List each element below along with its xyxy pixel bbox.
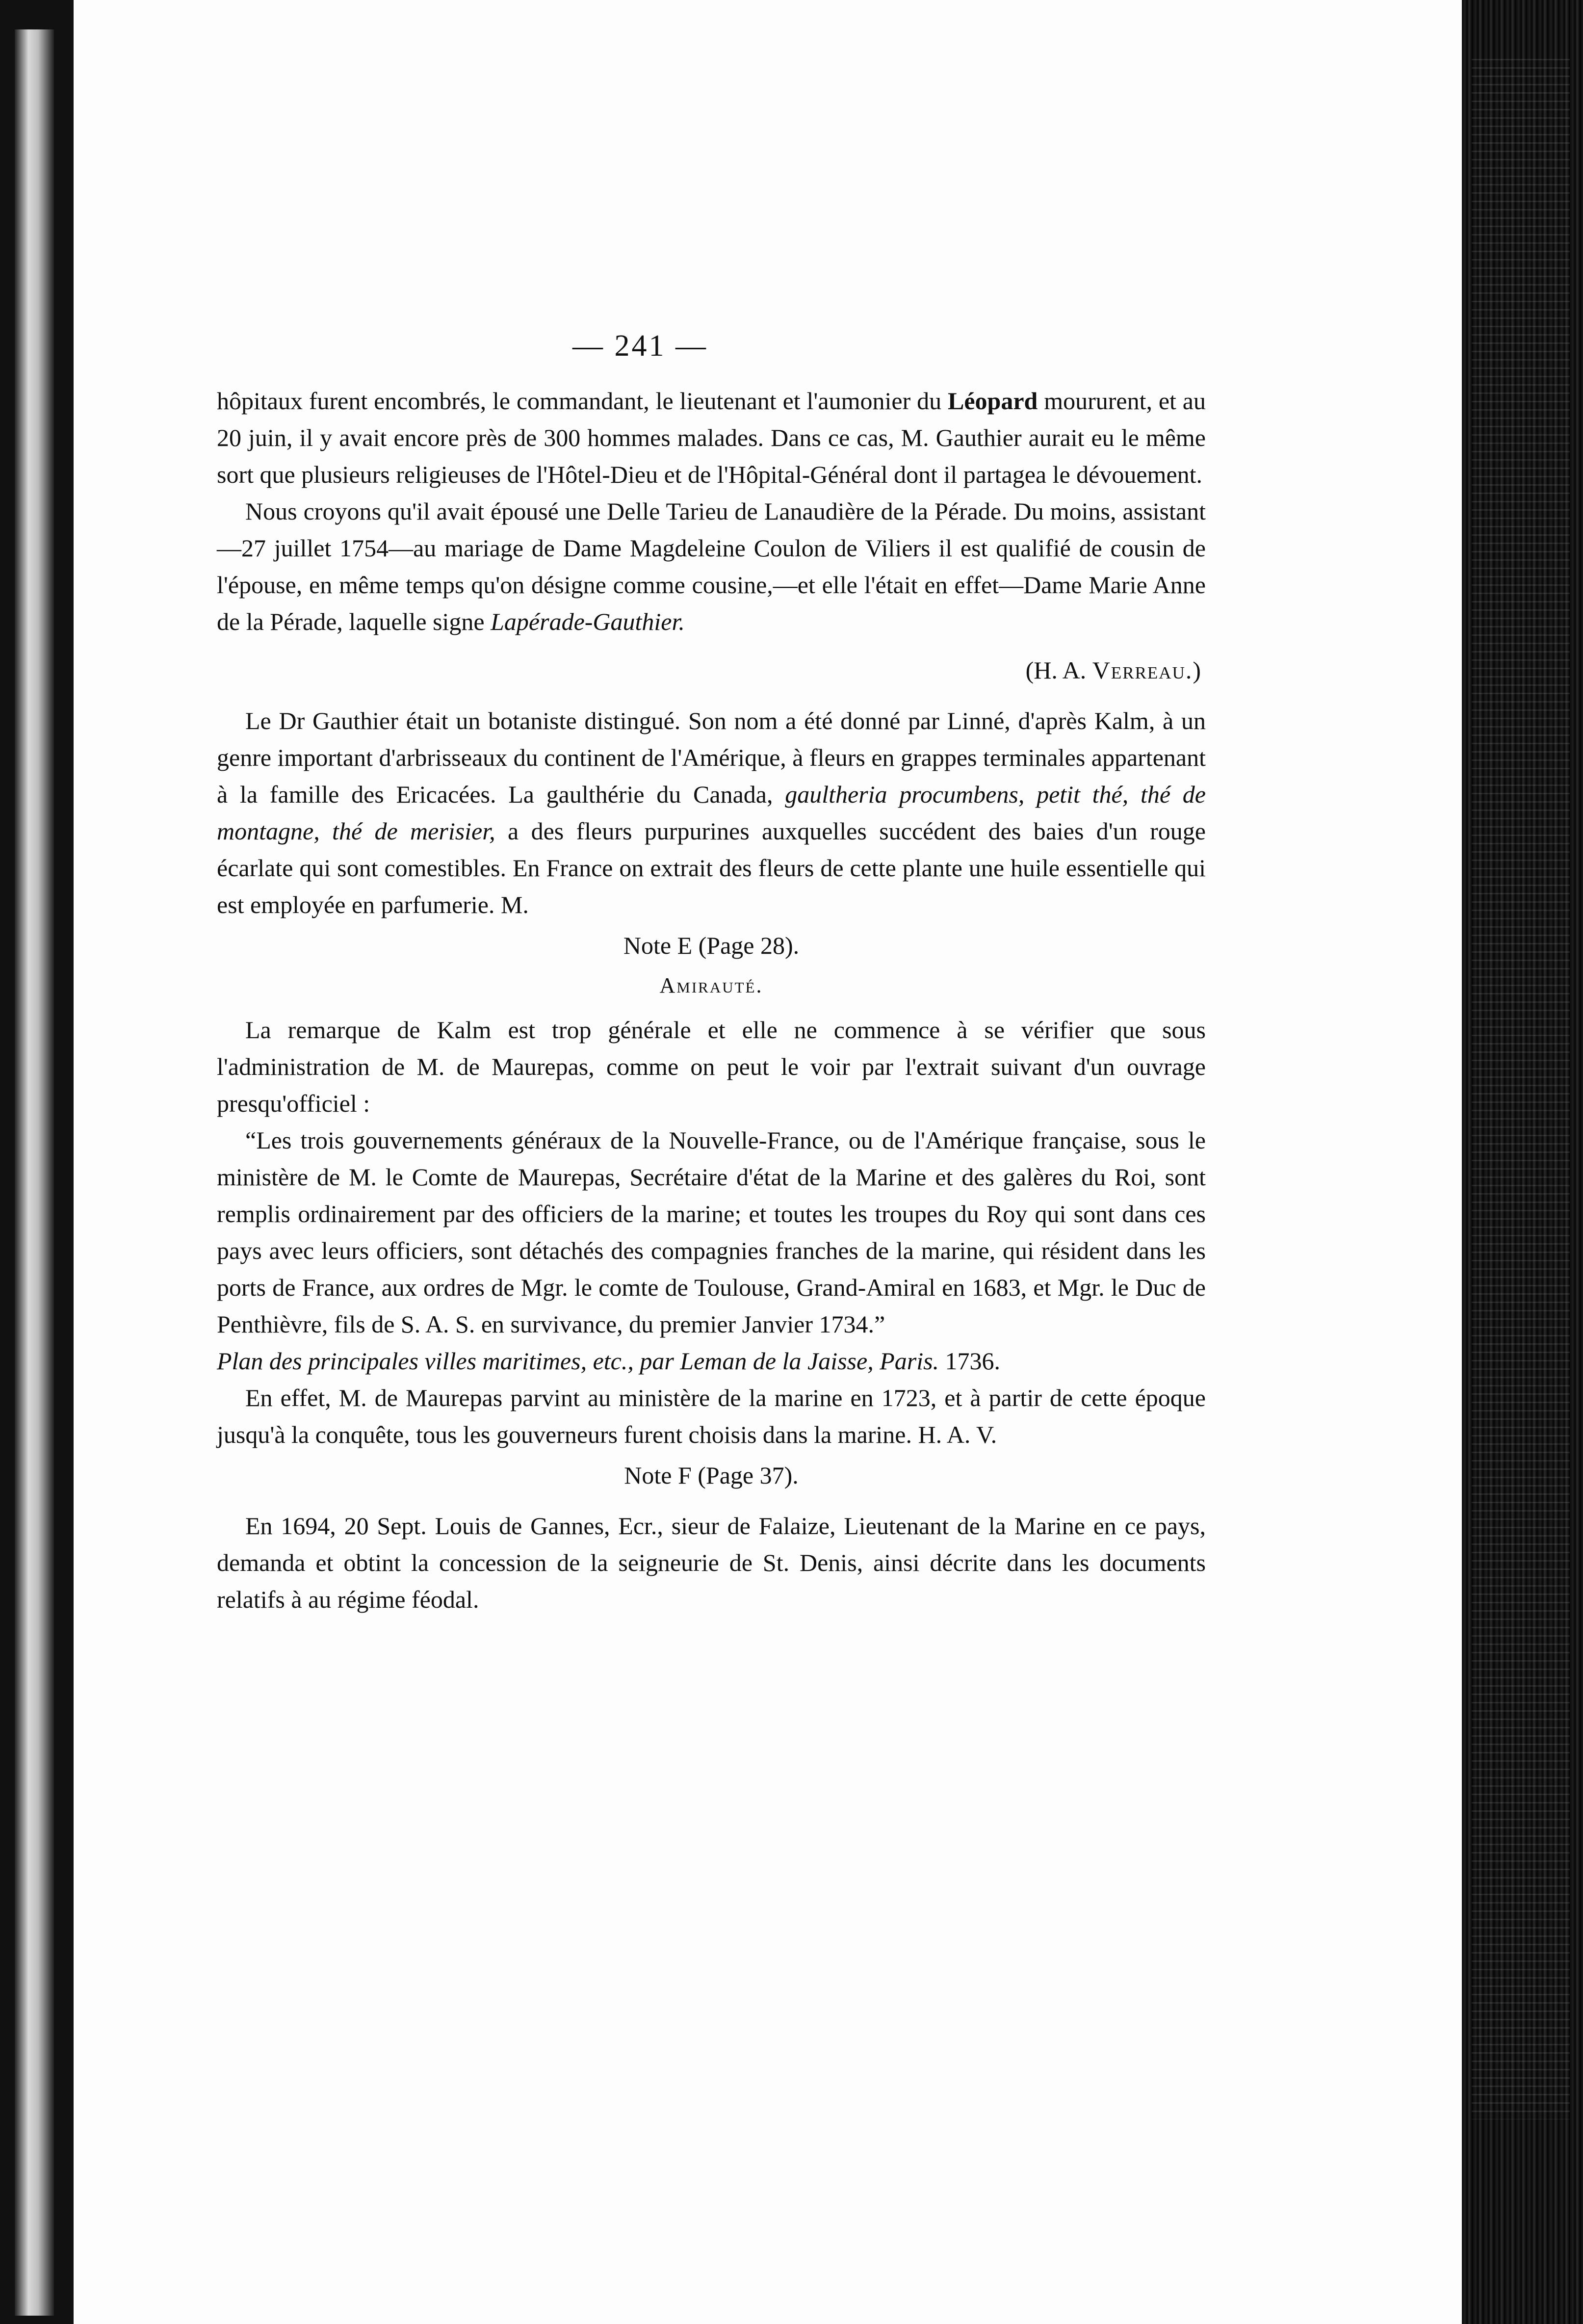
note-e-title: Note E (Page 28). [623,932,800,959]
paragraph-5-quote: “Les trois gouvernements généraux de la Nouvelle-France, ou de l'Amérique française, sous le ministère de M. le Comte de Maurepas, Secrétaire d'état de la Marine et des galères du Roi, sont remplis ordinairement par des officiers de la marine; et toutes les troupes du Roy qui sont dans ces pays avec leurs officiers, sont détachés des compagnies franches de la marine, qui résident dans les ports de France, aux ordres de Mgr. le comte de Toulouse, Grand-Amiral en 1683, et Mgr. le Duc de Penthièvre, fils de S. A. S. en survivance, du premier Janvier 1734.” [217,1126,1206,1338]
paragraph-4: La remarque de Kalm est trop générale et elle ne commence à se vérifier que sous l'administration de M. de Maurepas, comme on peut le voir par l'extrait suivant d'un ouvrage presqu'officiel : [217,1016,1206,1117]
signature-name: Lapérade-Gauthier. [491,608,685,635]
page-body [217,383,1206,1618]
note-e-heading: Amirauté. [659,973,763,997]
paragraph-2: Nous croyons qu'il avait épousé une Delle Tarieu de Lanaudière de la Pérade. Du moins, assistant—27 juillet 1754—au mariage de Dame Magdeleine Coulon de Viliers il est qualifié de cousin de l'épouse, en même temps qu'on désigne comme cousine,—et elle l'était en effet—Dame Marie Anne de la Pérade, laquelle signe Lapérade-Gauthier. [217,497,1206,635]
quote-citation: Plan des principales villes maritimes, etc., par Leman de la Jaisse, Paris. 1736. [217,1347,1001,1375]
paragraph-3: Le Dr Gauthier était un botaniste distingué. Son nom a été donné par Linné, d'après Kalm, à un genre important d'arbrisseaux du continent de l'Amérique, à fleurs en grappes terminales appartenant à la famille des Ericacées. La gaulthérie du Canada, gaultheria procumbens, petit thé, thé de montagne, thé de merisier, a des fleurs purpurines auxquelles succédent des baies d'un rouge écarlate qui sont comestibles. En France on extrait des fleurs de cette plante une huile essentielle qui est employée en parfumerie. M. [217,707,1206,918]
signature-verreau: (H. A. Verreau.) [1025,656,1201,684]
page-number: — 241 — [572,329,708,363]
note-f-title: Note F (Page 37). [624,1462,799,1489]
paragraph-7: En 1694, 20 Sept. Louis de Gannes, Ecr., sieur de Falaize, Lieutenant de la Marine en ce pays, demanda et obtint la concession de la seigneurie de St. Denis, ainsi décrite dans les documents relatifs à au régime féodal. [217,1512,1206,1613]
paragraph-6: En effet, M. de Maurepas parvint au ministère de la marine en 1723, et à partir de cette époque jusqu'à la conquête, tous les gouverneurs furent choisis dans la marine. H. A. V. [217,1384,1206,1448]
plant-names: gaultheria procumbens, petit thé, thé de montagne, thé de merisier, [217,781,1206,845]
paragraph-1: hôpitaux furent encombrés, le commandant, le lieutenant et l'aumonier du Léopard moururent, et au 20 juin, il y avait encore près de 300 hommes malades. Dans ce cas, M. Gauthier aurait eu le même sort que plusieurs religieuses de l'Hôtel-Dieu et de l'Hôpital-Général dont il partagea le dévouement. [217,387,1206,488]
book-page [74,0,1462,2324]
spacer [217,1494,1206,1508]
previous-page-edge [15,29,54,2316]
page-stack-edges [1472,59,1570,2119]
ship-name: Léopard [947,387,1038,415]
